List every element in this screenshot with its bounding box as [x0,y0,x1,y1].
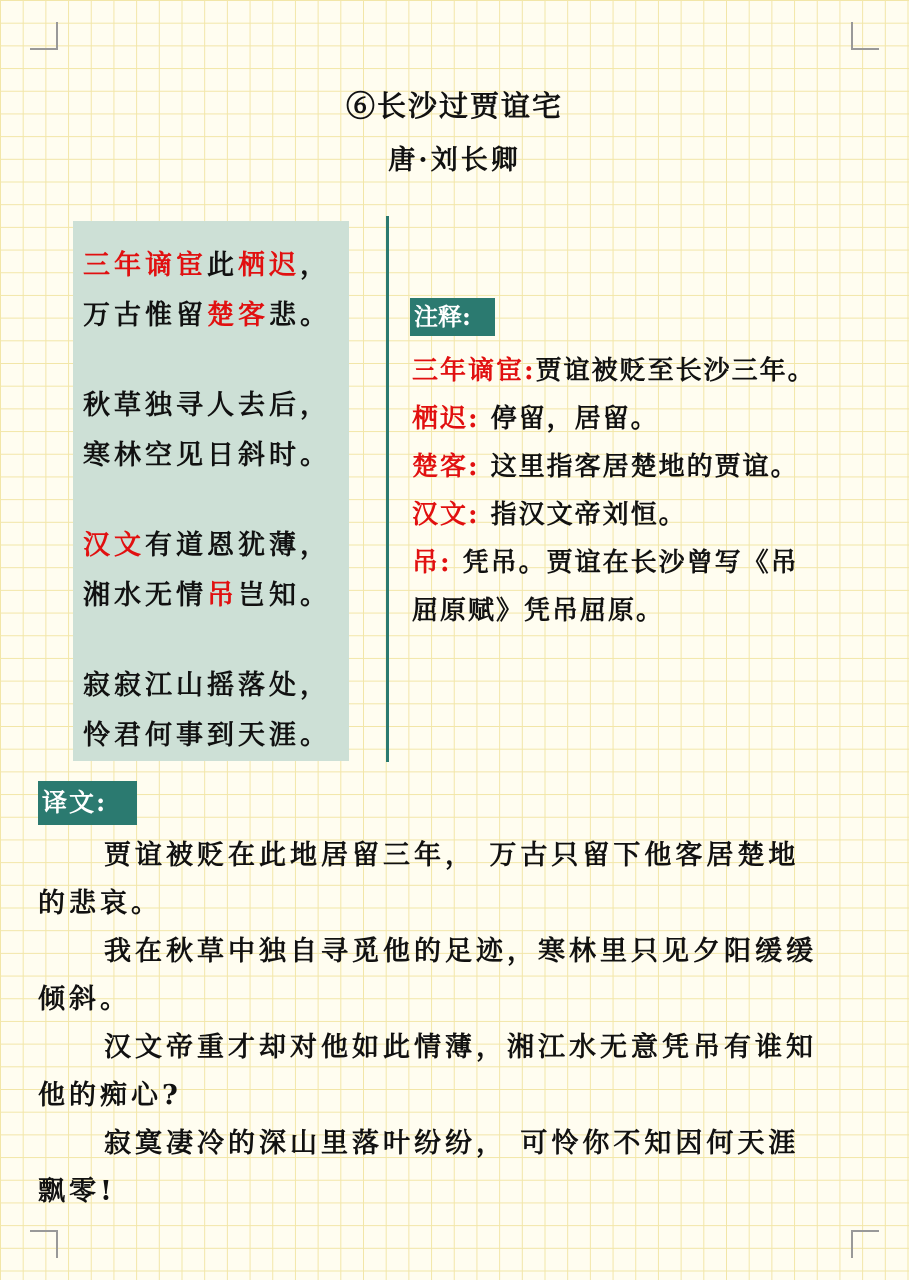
poem-text: 寂寂江山摇落处， [83,670,331,701]
note-item [412,494,687,531]
crop-mark-top-left [30,22,58,50]
note-term: 三年谪宦: [412,356,536,386]
translation-line: 他的痴心? [38,1080,182,1111]
poem-author: 唐·刘长卿 [388,145,521,176]
note-item [412,350,816,387]
note-continuation: 屈原赋》凭吊屈原。 [412,596,665,626]
translation-line: 倾斜。 [38,984,131,1015]
poem-text: 有道恩犹薄， [145,530,331,561]
poem-text: 岂知。 [238,580,331,611]
poem-text: 此 [207,250,238,281]
note-text: 贾谊被贬至长沙三年。 [535,356,816,386]
poem-text: ， [300,250,331,281]
note-term: 汉文: [412,500,480,530]
translation-line: 我在秋草中独自寻觅他的足迹，寒林里只见夕阳缓缓 [104,936,817,967]
poem-keyword: 汉文 [83,530,145,561]
poem-line [83,573,331,612]
column-divider [386,216,389,762]
poem-panel [73,221,349,761]
poem-text: 湘水无情 [83,580,207,611]
poem-title: ⑥长沙过贾谊宅 [345,89,563,123]
translation-line: 飘零! [38,1176,116,1207]
note-item [412,542,799,579]
poem-keyword: 楚客 [207,300,269,331]
note-text: 凭吊。贾谊在长沙曾写《吊 [451,548,799,578]
poem-line [83,383,331,422]
poem-text: 寒林空见日斜时。 [83,440,331,471]
note-item [412,446,799,483]
poem-line [83,243,331,282]
poem-line [83,663,331,702]
poem-line [83,713,331,752]
poem-line [83,293,331,332]
poem-text: 秋草独寻人去后， [83,390,331,421]
poem-keyword: 三年谪宦 [83,250,207,281]
poem-text: 怜君何事到天涯。 [83,720,331,751]
poem-keyword: 栖迟 [238,250,300,281]
note-term: 吊: [412,548,452,578]
crop-mark-top-right [851,22,879,50]
note-text: 这里指客居楚地的贾谊。 [479,452,799,482]
translation-line: 汉文帝重才却对他如此情薄，湘江水无意凭吊有谁知 [104,1032,817,1063]
poem-line [83,433,331,472]
note-term: 栖迟: [412,404,480,434]
crop-mark-bottom-left [30,1230,58,1258]
crop-mark-bottom-right [851,1230,879,1258]
note-text: 停留，居留。 [479,404,659,434]
note-item [412,398,659,435]
note-text: 指汉文帝刘恒。 [479,500,687,530]
note-term: 楚客: [412,452,480,482]
translation-line: 的悲哀。 [38,888,162,919]
translation-label: 译文: [38,781,137,825]
poem-text: 悲。 [269,300,331,331]
poem-text: 万古惟留 [83,300,207,331]
translation-line: 贾谊被贬在此地居留三年， 万古只留下他客居楚地 [104,840,800,871]
poem-keyword: 吊 [207,580,238,611]
poem-line [83,523,331,562]
notes-label: 注释: [410,298,495,336]
translation-line: 寂寞凄冷的深山里落叶纷纷， 可怜你不知因何天涯 [104,1128,800,1159]
